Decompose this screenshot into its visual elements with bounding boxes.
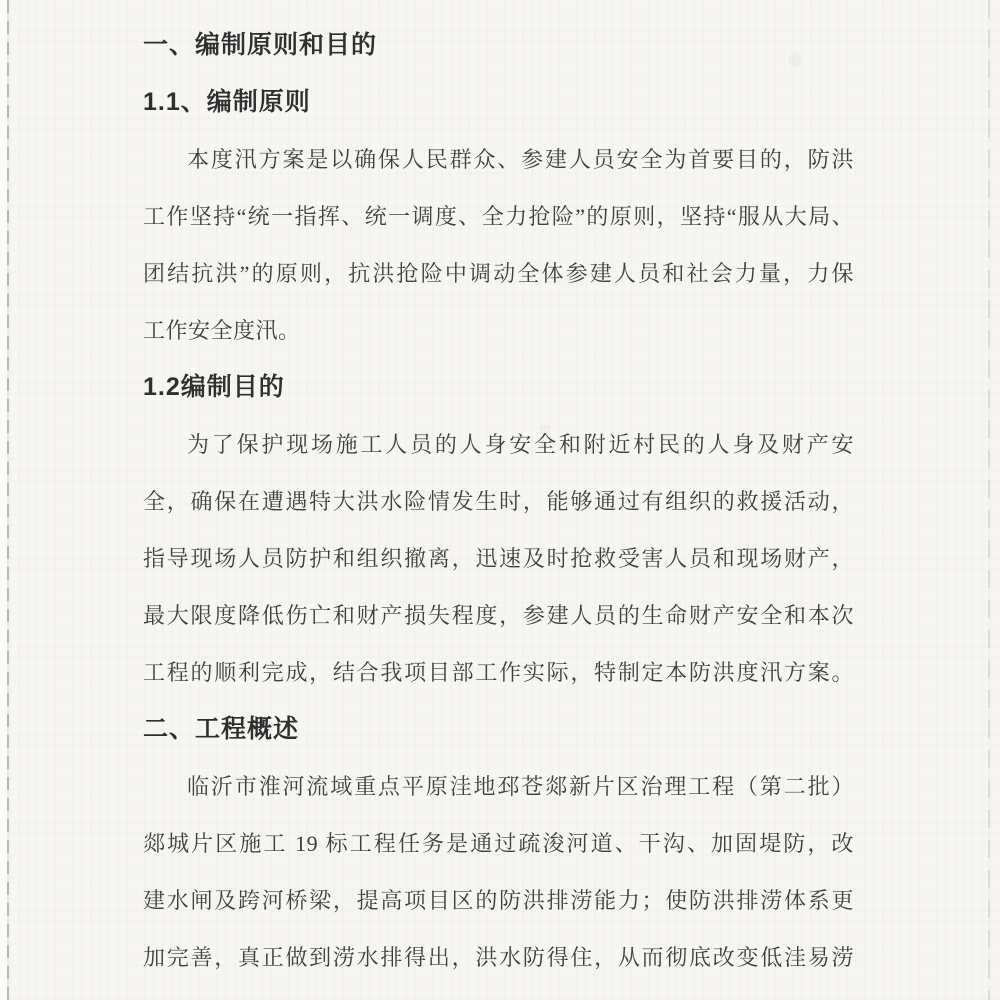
paragraph-3-line-4: 加完善，真正做到涝水排得出，洪水防得住，从而彻底改变低洼易涝	[143, 945, 854, 970]
section-heading-1: 一、编制原则和目的	[143, 31, 378, 59]
paragraph-1-line-2: 工作坚持“统一指挥、统一调度、全力抢险”的原则，坚持“服从大局、	[143, 204, 854, 229]
paragraph-2-line-5: 工程的顺利完成，结合我项目部工作实际，特制定本防洪度汛方案。	[143, 660, 854, 685]
scan-edge-right	[988, 0, 990, 1000]
paragraph-2-line-4: 最大限度降低伤亡和财产损失程度，参建人员的生命财产安全和本次	[143, 603, 854, 628]
subsection-heading-1-2: 1.2编制目的	[143, 373, 285, 401]
scan-edge-left	[7, 0, 9, 1000]
paragraph-3-line-3: 建水闸及跨河桥梁，提高项目区的防洪排涝能力；使防洪排涝体系更	[143, 888, 854, 913]
paragraph-2-line-1: 为了保护现场施工人员的人身安全和附近村民的人身及财产安	[187, 432, 854, 457]
section-heading-2: 二、工程概述	[143, 715, 300, 743]
paragraph-2-line-2: 全，确保在遭遇特大洪水险情发生时，能够通过有组织的救援活动，	[143, 489, 854, 514]
document-content	[143, 17, 854, 986]
paragraph-1-line-4: 工作安全度汛。	[143, 318, 301, 343]
paragraph-1-line-3: 团结抗洪”的原则，抗洪抢险中调动全体参建人员和社会力量，力保	[143, 261, 854, 286]
paragraph-3-line-2: 郯城片区施工 19 标工程任务是通过疏浚河道、干沟、加固堤防，改	[143, 831, 854, 856]
subsection-heading-1-1: 1.1、编制原则	[143, 88, 311, 116]
paragraph-1-line-1: 本度汛方案是以确保人民群众、参建人员安全为首要目的，防洪	[187, 147, 854, 172]
scan-margin-left	[0, 0, 7, 1000]
paragraph-2-line-3: 指导现场人员防护和组织撤离，迅速及时抢救受害人员和现场财产，	[143, 546, 854, 571]
paragraph-3-line-1: 临沂市淮河流域重点平原洼地邳苍郯新片区治理工程（第二批）	[187, 774, 854, 799]
